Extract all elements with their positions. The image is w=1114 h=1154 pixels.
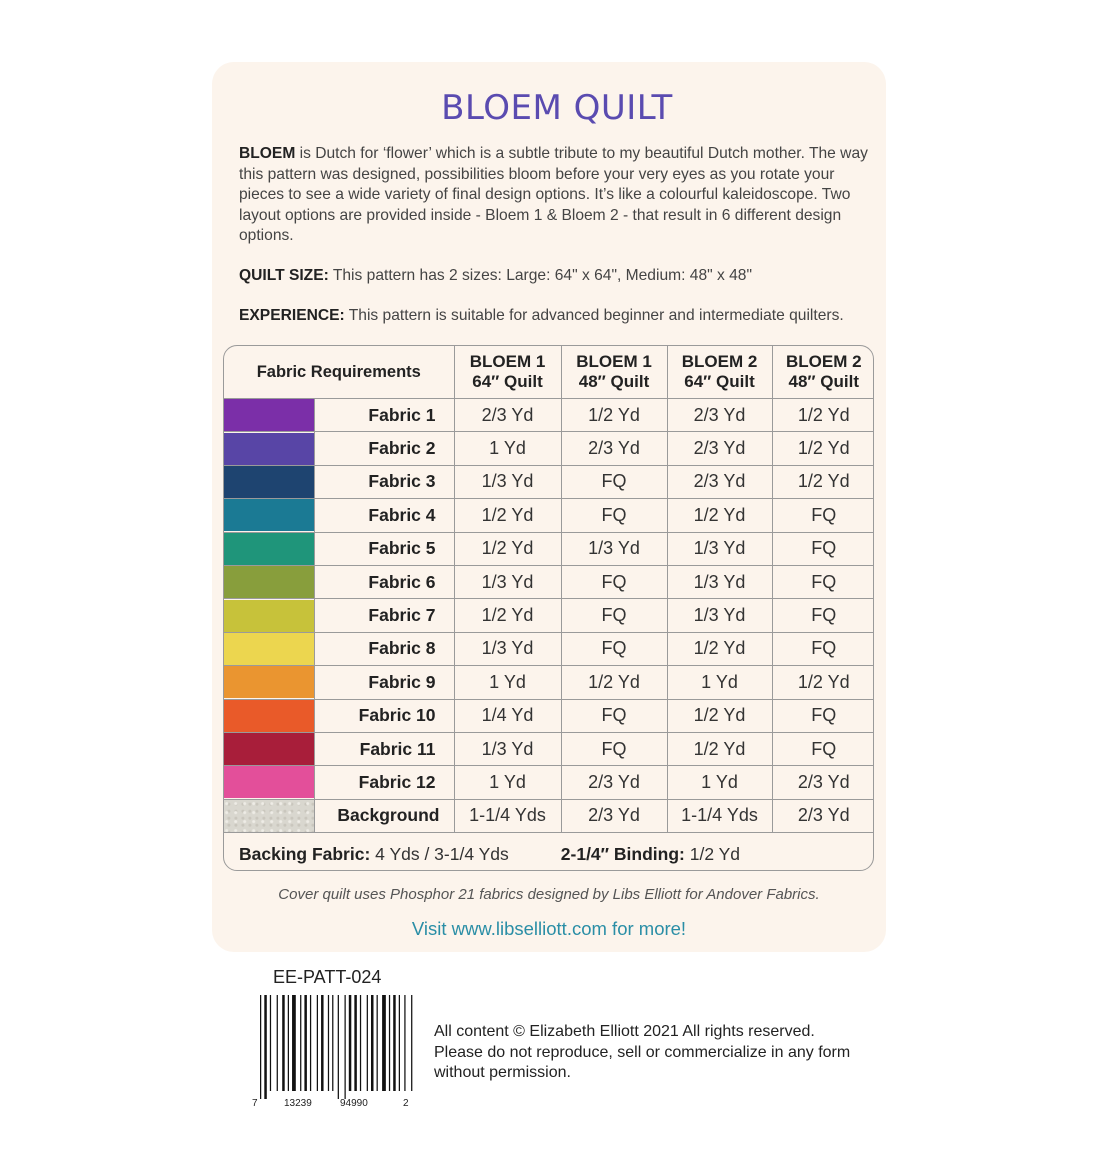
fabric-color-swatch [224, 766, 314, 798]
barcode-bar [404, 995, 405, 1091]
barcode-bar [389, 995, 390, 1091]
fabric-name: Fabric 2 [314, 432, 454, 465]
barcode-bar [292, 995, 296, 1091]
fabric-requirements-table [223, 345, 874, 871]
barcode-bar [260, 995, 261, 1099]
yardage-cell: FQ [561, 732, 667, 765]
barcode-digits-left: 13239 [284, 1098, 312, 1109]
fabric-color-swatch [224, 733, 314, 765]
backing-value: 4 Yds / 3-1/4 Yds [370, 843, 509, 864]
binding-label: 2-1/4″ Binding: [560, 843, 685, 864]
barcode-bar [304, 995, 307, 1091]
yardage-cell: 1/3 Yd [454, 565, 561, 598]
yardage-cell: 2/3 Yd [667, 465, 772, 498]
barcode-bar [371, 995, 374, 1091]
barcode-bar [310, 995, 311, 1091]
barcode-bar [345, 995, 346, 1099]
table-row [224, 732, 874, 765]
page-title: BLOEM QUILT [441, 88, 673, 128]
yardage-cell: 1/2 Yd [454, 599, 561, 632]
yardage-cell: FQ [561, 599, 667, 632]
fabric-swatch [224, 399, 314, 432]
yardage-cell: 2/3 Yd [454, 399, 561, 432]
yardage-cell: 1/3 Yd [667, 599, 772, 632]
column-header-bloem1-48: BLOEM 1 48″ Quilt [561, 346, 667, 399]
yardage-cell: 1 Yd [454, 432, 561, 465]
barcode-bar [328, 995, 329, 1091]
backing-label: Backing Fabric: [239, 843, 371, 864]
yardage-cell: 1/4 Yd [454, 699, 561, 732]
fabric-name: Fabric 3 [314, 465, 454, 498]
fabric-requirements-header: Fabric Requirements [224, 346, 454, 399]
fabric-color-swatch [224, 600, 314, 632]
yardage-cell: 1/2 Yd [454, 499, 561, 532]
yardage-cell: 1/2 Yd [454, 532, 561, 565]
table-row [224, 799, 874, 832]
fabric-color-swatch [224, 666, 314, 698]
yardage-cell: FQ [772, 499, 874, 532]
fabric-name: Fabric 10 [314, 699, 454, 732]
yardage-cell: FQ [561, 632, 667, 665]
yardage-cell: 1 Yd [454, 766, 561, 799]
barcode-bar [332, 995, 333, 1091]
barcode-bar [367, 995, 368, 1091]
column-header-bloem2-64: BLOEM 2 64″ Quilt [667, 346, 772, 399]
copyright-line-1: All content © Elizabeth Elliott 2021 All rights reserved. [434, 1023, 815, 1040]
fabric-color-swatch [224, 433, 314, 465]
yardage-cell: FQ [561, 565, 667, 598]
fabric-color-swatch [224, 499, 314, 531]
fabric-name: Fabric 4 [314, 499, 454, 532]
copyright-line-2: Please do not reproduce, sell or commercialize in any form [434, 1043, 851, 1061]
yardage-cell: 1/3 Yd [667, 565, 772, 598]
fabric-color-swatch [224, 399, 314, 431]
fabric-name: Fabric 11 [314, 732, 454, 765]
yardage-cell: 1/2 Yd [667, 732, 772, 765]
fabric-swatch [224, 699, 314, 732]
fabric-color-swatch [224, 800, 314, 832]
barcode-bars [260, 995, 415, 1099]
experience-text: This pattern is suitable for advanced beginner and intermediate quilters. [344, 307, 844, 324]
fabric-name: Fabric 12 [314, 766, 454, 799]
barcode-image [250, 993, 415, 1113]
yardage-cell: 1/3 Yd [454, 632, 561, 665]
yardage-cell: 2/3 Yd [561, 766, 667, 799]
table-row [224, 632, 874, 665]
barcode-bar [399, 995, 400, 1091]
fabric-name: Fabric 5 [314, 532, 454, 565]
yardage-cell: 1-1/4 Yds [667, 799, 772, 832]
yardage-cell: 1 Yd [454, 666, 561, 699]
yardage-cell: 1/2 Yd [561, 666, 667, 699]
table-footer-row [224, 833, 874, 871]
fabric-swatch [224, 632, 314, 665]
yardage-cell: FQ [772, 532, 874, 565]
experience-label: EXPERIENCE: [239, 307, 345, 324]
fabric-name: Fabric 1 [314, 399, 454, 432]
barcode-bar [354, 995, 357, 1091]
table-row [224, 565, 874, 598]
table-row [224, 465, 874, 498]
fabric-swatch [224, 532, 314, 565]
yardage-cell: 1-1/4 Yds [454, 799, 561, 832]
barcode-bar [338, 995, 339, 1099]
yardage-cell: 1 Yd [667, 766, 772, 799]
website-link[interactable]: Visit www.libselliott.com for more! [411, 918, 687, 939]
fabric-name: Fabric 7 [314, 599, 454, 632]
fabric-color-swatch [224, 533, 314, 565]
barcode-bar [277, 995, 278, 1091]
fabric-name: Fabric 8 [314, 632, 454, 665]
fabric-color-swatch [224, 633, 314, 665]
barcode-bar [282, 995, 285, 1091]
barcode-bar [377, 995, 378, 1091]
barcode-bar [321, 995, 324, 1091]
yardage-cell: 1/2 Yd [667, 499, 772, 532]
yardage-cell: 2/3 Yd [667, 432, 772, 465]
fabric-swatch [224, 499, 314, 532]
quilt-size-paragraph [239, 266, 879, 287]
table-row [224, 599, 874, 632]
yardage-cell: 1/2 Yd [667, 699, 772, 732]
table-row [224, 399, 874, 432]
barcode-bar [300, 995, 301, 1091]
yardage-cell: 1/2 Yd [772, 666, 874, 699]
fabric-swatch [224, 666, 314, 699]
barcode-bar [411, 995, 412, 1091]
experience-paragraph [239, 306, 879, 327]
intro-bold: BLOEM [239, 145, 296, 162]
column-header-bloem2-48: BLOEM 2 48″ Quilt [772, 346, 874, 399]
fabric-name: Background [314, 799, 454, 832]
yardage-cell: 2/3 Yd [667, 399, 772, 432]
yardage-cell: 2/3 Yd [772, 799, 874, 832]
quilt-size-text: This pattern has 2 sizes: Large: 64" x 64", Medium: 48" x 48" [328, 267, 752, 284]
fabric-swatch [224, 799, 314, 832]
yardage-cell: 1/2 Yd [772, 465, 874, 498]
table-row [224, 532, 874, 565]
quilt-size-label: QUILT SIZE: [239, 267, 329, 284]
copyright-line-3: without permission. [434, 1064, 571, 1081]
fabric-name: Fabric 9 [314, 666, 454, 699]
backing-binding-cell [224, 833, 874, 871]
table-row [224, 766, 874, 799]
barcode-bar [349, 995, 352, 1091]
yardage-cell: FQ [561, 465, 667, 498]
fabric-color-swatch [224, 700, 314, 732]
table-header-row [224, 346, 874, 399]
fabric-swatch [224, 732, 314, 765]
fabric-swatch [224, 599, 314, 632]
binding-value: 1/2 Yd [684, 843, 741, 864]
fabric-swatch [224, 766, 314, 799]
fabric-swatch [224, 465, 314, 498]
yardage-cell: 1/2 Yd [772, 399, 874, 432]
product-code: EE-PATT-024 [273, 967, 382, 987]
yardage-cell: FQ [772, 699, 874, 732]
yardage-cell: FQ [772, 632, 874, 665]
barcode-bar [317, 995, 318, 1091]
yardage-cell: 1/2 Yd [772, 432, 874, 465]
copyright-notice [434, 1022, 850, 1084]
barcode-digits-right: 94990 [340, 1098, 368, 1109]
barcode-bar [393, 995, 396, 1091]
table-row [224, 432, 874, 465]
barcode-bar [264, 995, 267, 1099]
table-row [224, 499, 874, 532]
barcode-digit-last: 2 [403, 1098, 409, 1109]
fabric-swatch [224, 565, 314, 598]
cover-note: Cover quilt uses Phosphor 21 fabrics designed by Libs Elliott for Andover Fabrics. [278, 886, 820, 903]
fabric-color-swatch [224, 466, 314, 498]
yardage-cell: 1/3 Yd [454, 465, 561, 498]
yardage-cell: FQ [772, 599, 874, 632]
yardage-cell: 1/3 Yd [454, 732, 561, 765]
yardage-cell: FQ [772, 565, 874, 598]
intro-text: is Dutch for ‘flower’ which is a subtle tribute to my beautiful Dutch mother. The way this pattern was designed, possibilities bloom before your very eyes as you rotate your pieces to see a wide variety of final design options. It’s like a colourful kaleidoscope. Two layout options are provided inside - Bloem 1 & Bloem 2 - that result in 6 different design options. [239, 145, 868, 244]
yardage-cell: FQ [561, 699, 667, 732]
yardage-cell: FQ [561, 499, 667, 532]
barcode-bar [360, 995, 361, 1091]
intro-paragraph [239, 144, 879, 247]
table-row [224, 699, 874, 732]
yardage-cell: 1/3 Yd [561, 532, 667, 565]
table-row [224, 666, 874, 699]
yardage-cell: FQ [772, 732, 874, 765]
column-header-bloem1-64: BLOEM 1 64″ Quilt [454, 346, 561, 399]
yardage-cell: 2/3 Yd [772, 766, 874, 799]
yardage-cell: 1 Yd [667, 666, 772, 699]
yardage-cell: 1/3 Yd [667, 532, 772, 565]
fabric-name: Fabric 6 [314, 565, 454, 598]
barcode-bar [382, 995, 386, 1091]
yardage-cell: 1/2 Yd [667, 632, 772, 665]
yardage-cell: 1/2 Yd [561, 399, 667, 432]
fabric-color-swatch [224, 566, 314, 598]
yardage-cell: 2/3 Yd [561, 432, 667, 465]
barcode-bar [270, 995, 271, 1091]
yardage-cell: 2/3 Yd [561, 799, 667, 832]
barcode-digit-first: 7 [252, 1098, 258, 1109]
fabric-swatch [224, 432, 314, 465]
barcode-bar [288, 995, 289, 1091]
